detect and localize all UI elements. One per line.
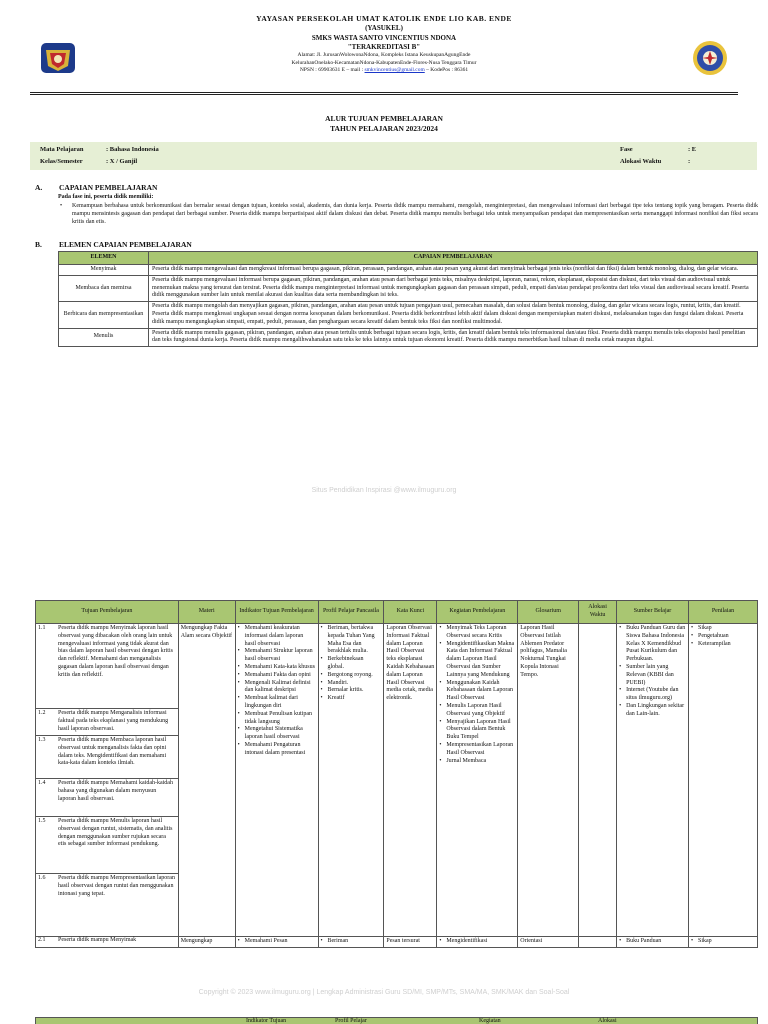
list-item: • Memahami Fakta dan opini [238, 672, 316, 680]
tujuan-item [36, 736, 178, 779]
tujuan-number: 1.3 [38, 737, 46, 743]
alokasi-cell [579, 624, 617, 937]
kegiatan-cell [437, 937, 518, 948]
penilaian-cell [689, 624, 758, 937]
list-item: • Berkebinekaan global. [321, 656, 382, 672]
list-item: • Membuat kalimat dari lingkungan diri [238, 695, 316, 711]
elemen-cell: Menyimak [59, 265, 149, 276]
school-logo-right-icon [692, 40, 728, 76]
subject-value: : Bahasa Indonesia [106, 146, 159, 153]
next-col-profil: Profil Pelajar [335, 1018, 367, 1024]
kata-kunci-cell: Pesan tersurat [384, 937, 437, 948]
col-capaian: CAPAIAN PEMBELAJARAN [149, 252, 758, 265]
tujuan-item [36, 779, 178, 817]
col-alokasi: Alokasi Waktu [579, 601, 617, 624]
tujuan-number: 2.1 [38, 937, 46, 943]
school-logo-left-icon [40, 40, 76, 76]
col-glosarium: Glosarium [518, 601, 579, 624]
address-line-1: Alamat: Jl. JurusanWolowonaNdona, Kompleks Istana KeuskupanAgungEnde [297, 52, 471, 59]
kegiatan-cell [437, 624, 518, 937]
list-item: • Keterampilan [691, 641, 755, 649]
tujuan-text: Peserta didik mampu Menganalisis informasi faktual pada teks eksplanasi yang mendukung hasil laporan observasi. [58, 710, 169, 732]
tujuan-item [36, 817, 178, 874]
list-item: • Memahami keakuratan informasi dalam laporan hasil observasi [238, 625, 316, 648]
list-item: • Memahami Pesan [238, 938, 316, 946]
section-a-heading [35, 183, 335, 193]
col-materi: Materi [178, 601, 235, 624]
list-item: • Sikap [691, 938, 755, 946]
title-line-1: ALUR TUJUAN PEMBELAJARAN [325, 114, 443, 123]
email-link[interactable]: smkvincentius@gmail.com [364, 67, 425, 74]
document-title [0, 114, 768, 134]
class-label: Kelas/Semester [40, 158, 83, 165]
sumber-cell [617, 937, 689, 948]
list-item: • Menggunakan Kaidah Kebahasaan dalam Laporan Hasil Observasi [439, 680, 515, 703]
letterhead-divider-thin [30, 94, 738, 95]
section-a-intro: Pada fase ini, peserta didik memiliki: [58, 194, 154, 200]
list-item: • Memahami Kata-kata khusus [238, 664, 316, 672]
list-item: • Internet (Youtube dan situs ilmuguru.org) [619, 687, 686, 703]
title-line-2: TAHUN PELAJARAN 2023/2024 [330, 123, 438, 133]
list-item: • Beriman [321, 938, 382, 946]
list-item: • Mengenali Kalimat definisi dan kalimat deskripsi [238, 680, 316, 696]
next-col-indikator: Indikator Tujuan [246, 1018, 287, 1024]
tujuan-number: 1.1 [38, 625, 46, 631]
list-item: • Mengetahui Sistematika laporan hasil observasi [238, 726, 316, 742]
col-elemen: ELEMEN [59, 252, 149, 265]
list-item: • Mengidentifikasikan Makna Kata dan Informasi Faktual dalam Laporan Hasil Observasi dan Sumber Lainnya yang Mendukung [439, 641, 515, 680]
section-a-title: CAPAIAN PEMBELAJARAN [59, 183, 158, 192]
indikator-cell [235, 624, 318, 937]
document-page-1 [0, 0, 768, 470]
list-item: • Mempresentasikan Laporan Hasil Observasi [439, 742, 515, 758]
class-value: : X / Ganjil [106, 158, 138, 165]
tujuan-number: 1.6 [38, 875, 46, 881]
kata-kunci-cell: Laporan Observasi Informasi Faktual dalam Laporan Hasil Observasi teks eksplanasi Kaidah Kebahasaan dalam Laporan Hasil Observasi media cetak, media elektronik. [384, 624, 437, 937]
foundation-abbrev: (YASUKEL) [365, 24, 403, 33]
table-row [59, 302, 758, 328]
letterhead-divider [30, 92, 738, 93]
indikator-cell [235, 937, 318, 948]
table-row [59, 275, 758, 301]
accreditation: "TERAKREDITASI B" [347, 43, 421, 51]
elemen-table [58, 251, 758, 347]
col-penilaian: Penilaian [689, 601, 758, 624]
tujuan-text: Peserta didik mampu Menyimak [58, 937, 137, 943]
capaian-cell: Peserta didik mampu mengolah dan menyajikan gagasan, pikiran, pandangan, arahan atau pesan untuk tujuan pengajuan usul, pemecahan masalah, dan solusi dalam bentuk monolog, dialog, dan gelar wicara secara logis, runtut, kritis, dan kreatif. Peserta didik mampu mengkreasi ungkapan sesuai dengan norma kesopanan dalam berkomunikasi. Peserta didik berkontribusi lebih aktif dalam diskusi dengan mempersiapkan materi diskusi, melaksanakan tugas dan fungsi dalam diskusi. Peserta didik mampu mengungkapkan simpati, empati, peduli, perasaan, dan penghargaan secara kreatif dalam bentuk teks fiksi dan nonfiksi multimodal. [149, 302, 758, 328]
list-item: • Pengetahuan [691, 633, 755, 641]
table-row [59, 265, 758, 276]
tujuan-text: Peserta didik mampu Membaca laporan hasil observasi untuk menganalisis fakta dan opini dalam teks. Mengidentifikasi dan memahami kata-kata dalam konteks ilmiah. [58, 737, 167, 767]
tujuan-item [36, 624, 178, 709]
list-item: • Dan Lingkungan sekitar dan Lain-lain. [619, 703, 686, 719]
materi-cell: Mengungkap [178, 937, 235, 948]
list-item: • Memahami Pengaturan intonasi dalam presentasi [238, 742, 316, 758]
section-b-heading [35, 240, 335, 250]
list-item: • Mengidentifikasi [439, 938, 515, 946]
watermark-middle: Situs Pendidikan Inspirasi @www.ilmuguru.org [311, 487, 457, 494]
school-name: SMKS WASTA SANTO VINCENTIUS NDONA [311, 33, 457, 42]
tujuan-number: 1.5 [38, 818, 46, 824]
atp-table [35, 600, 758, 948]
next-page-table-header [35, 1017, 758, 1024]
alokasi-cell [579, 937, 617, 948]
capaian-text: Kemampuan berbahasa untuk berkomunikasi dan bernalar sesuai dengan tujuan, konteks sosial, akademis, dan dunia kerja. Peserta didik mampu memahami, mengolah, menginterpretasi, dan mengevaluasi informasi dari berbagai tipe teks tentang topik yang beragam. Peserta didik mampu mensintesis gagasan dan pendapat dari berbagai sumber. Peserta didik mampu berpartisipasi aktif dalam diskusi dan debat. Peserta didik mampu menulis berbagai teks untuk menyampaikan pendapat dan mempresentasikan serta menanggapi informasi nonfiksi dan fiksi secara kritis dan etis. [72, 203, 758, 225]
atp-table-header [36, 601, 758, 624]
section-a-number: A. [35, 183, 43, 192]
list-item: • Bergotong royong. [321, 672, 382, 680]
capaian-cell: Peserta didik mampu menulis gagasan, pikiran, pandangan, arahan atau pesan tertulis untuk berbagai tujuan secara logis, kritis, dan kreatif dalam bentuk teks informasional dan/atau fiksi. Peserta didik mampu menulis teks eksposisi hasil penelitian dan teks fungsional dunia kerja. Peserta didik mampu mengalihwahanakan satu teks ke teks lainnya untuk tujuan ekonomi kreatif. Peserta didik mampu menerbitkan hasil tulisan di media cetak maupun digital. [149, 328, 758, 347]
list-item: • Sikap [691, 625, 755, 633]
list-item: • Buku Panduan [619, 938, 686, 946]
npsn-prefix: NPSN : 69903631 E – mail : [299, 67, 365, 74]
col-profil: Profil Pelajar Pancasila [318, 601, 384, 624]
glosarium-cell: Orientasi [518, 937, 579, 948]
list-item: • Bernalar kritis. [321, 687, 382, 695]
next-col-alokasi: Alokasi [598, 1018, 617, 1024]
letterhead [30, 14, 738, 94]
col-tujuan: Tujuan Pembelajaran [36, 601, 179, 624]
col-kata-kunci: Kata Kunci [384, 601, 437, 624]
next-col-kegiatan: Kegiatan [479, 1018, 501, 1024]
penilaian-cell [689, 937, 758, 948]
time-allocation-label: Alokasi Waktu [620, 158, 662, 165]
tujuan-cell [36, 937, 179, 948]
materi-cell: Mengungkap Fakta Alam secara Objektif [178, 624, 235, 937]
tujuan-text: Peserta didik mampu Memahami kaidah-kaidah bahasa yang digunakan dalam menyusun laporan hasil observasi. [58, 780, 173, 802]
address-line-2: KelurahanOnelako-KecamatanNdona-KabupatenEnde-Flores-Nusa Tenggara Timur [291, 59, 477, 66]
elemen-cell: Berbicara dan mempresentasikan [59, 302, 149, 328]
tujuan-item [38, 937, 176, 945]
list-item: • Buku Panduan Guru dan Siswa Bahasa Indonesia Kelas X Kemendikbud Pusat Kurikulum dan Perbukuan. [619, 625, 686, 664]
subject-info-band [30, 142, 757, 170]
tujuan-number: 1.4 [38, 780, 46, 786]
table-row [36, 624, 758, 937]
list-item: • Kreatif [321, 695, 382, 703]
phase-value: : E [688, 146, 697, 153]
section-a-body [58, 203, 758, 226]
table-row [36, 937, 758, 948]
list-item: • Memahami Struktur laporan hasil observasi [238, 648, 316, 664]
subject-label: Mata Pelajaran [40, 146, 84, 153]
section-b-title: ELEMEN CAPAIAN PEMBELAJARAN [59, 240, 192, 249]
list-item: • Menulis Laporan Hasil Observasi yang Objektif [439, 703, 515, 719]
table-row [59, 328, 758, 347]
elemen-cell: Membaca dan memirsa [59, 275, 149, 301]
tujuan-item [36, 709, 178, 736]
contact-line [90, 67, 678, 74]
capaian-cell: Peserta didik mampu mengevaluasi informasi berupa gagasan, pikiran, pandangan, arahan atau pesan dari berbagai jenis teks, misalnya deskripsi, laporan, narasi, rekon, eksplanasi, eksposisi dan diskusi, dari teks visual dan audiovisual untuk menemukan makna yang tersurat dan tersirat. Peserta didik mampu menginterpretasi informasi untuk mengungkapkan gagasan dan perasaan simpati, peduli, empati dan/atau pendapat pro/kontra dari teks visual dan audiovisual secara kreatif. Peserta didik menggunakan sumber lain untuk menilai akurasi dan kualitas data serta membandingkan isi teks. [149, 275, 758, 301]
postal-code: – KodePos : 86361 [424, 67, 469, 74]
tujuan-text: Peserta didik mampu Menulis laporan hasil observasi dengan runtut, sistematis, dan analitis dengan menggunakan sumber rujukan secara etis sebagai sumber informasi pendukung. [58, 818, 173, 848]
profil-cell [318, 937, 384, 948]
elemen-cell: Menulis [59, 328, 149, 347]
letterhead-text [90, 14, 678, 75]
sumber-cell [617, 624, 689, 937]
list-item: • Menyajikan Laporan Hasil Observasi dalam Bentuk Buku Tempel [439, 719, 515, 742]
tujuan-cell [36, 624, 179, 937]
tujuan-text: Peserta didik mampu Menyimak laporan hasil observasi yang dibacakan oleh orang lain untuk mengevaluasi informasi yang tidak akurat dan bias dalam laporan hasil observasi dengan kritis dan reflektif. Memahami dan menganalisis gagasan dalam laporan hasil observasi dengan kritis dan reflektif. [58, 625, 173, 678]
elemen-table-header [59, 252, 758, 265]
phase-label: Fase [620, 146, 633, 153]
bullet-icon: • [60, 203, 63, 209]
list-item: • Menyimak Teks Laporan Observasi secara Kritis [439, 625, 515, 641]
list-item: • Sumber lain yang Relevan (KBBI dan PUEBI) [619, 664, 686, 687]
list-item: • Membuat Penulisan kutipan tidak langsung [238, 711, 316, 727]
glosarium-cell: Laporan Hasil Observasi Istilah Ablemen Predator polifagus, Mamalia Nokturnal Tungkai Kopula Intonasi Tempo. [518, 624, 579, 937]
col-indikator: Indikator Tujuan Pembelajaran [235, 601, 318, 624]
tujuan-number: 1.2 [38, 710, 46, 716]
col-kegiatan: Kegiatan Pembelajaran [437, 601, 518, 624]
section-b-number: B. [35, 240, 42, 249]
tujuan-item [36, 874, 178, 899]
capaian-cell: Peserta didik mampu mengevaluasi dan mengkreasi informasi berupa gagasan, pikiran, perasaan, pandangan, arahan atau pesan yang akurat dari menyimak berbagai jenis teks (nonfiksi dan fiksi) dalam bentuk monolog, dialog, dan gelar wicara. [149, 265, 758, 276]
profil-cell [318, 624, 384, 937]
list-item: • Mandiri. [321, 680, 382, 688]
foundation-name: YAYASAN PERSEKOLAH UMAT KATOLIK ENDE LIO KAB. ENDE [256, 14, 512, 23]
watermark-copyright: Copyright © 2023 www.ilmuguru.org | Lengkap Administrasi Guru SD/MI, SMP/MTs, SMA/MA, SMK/MAK dan Soal-Soal [198, 989, 570, 996]
time-allocation-value: : [688, 158, 691, 165]
list-item: • Beriman, bertakwa kepada Tuhan Yang Maha Esa dan berakhlak mulia. [321, 625, 382, 656]
list-item: • Jurnal Membaca [439, 758, 515, 766]
tujuan-text: Peserta didik mampu Mempresentasikan laporan hasil observasi dengan runtut dan menggunakan intonasi yang tepat. [58, 875, 175, 897]
col-sumber: Sumber Belajar [617, 601, 689, 624]
